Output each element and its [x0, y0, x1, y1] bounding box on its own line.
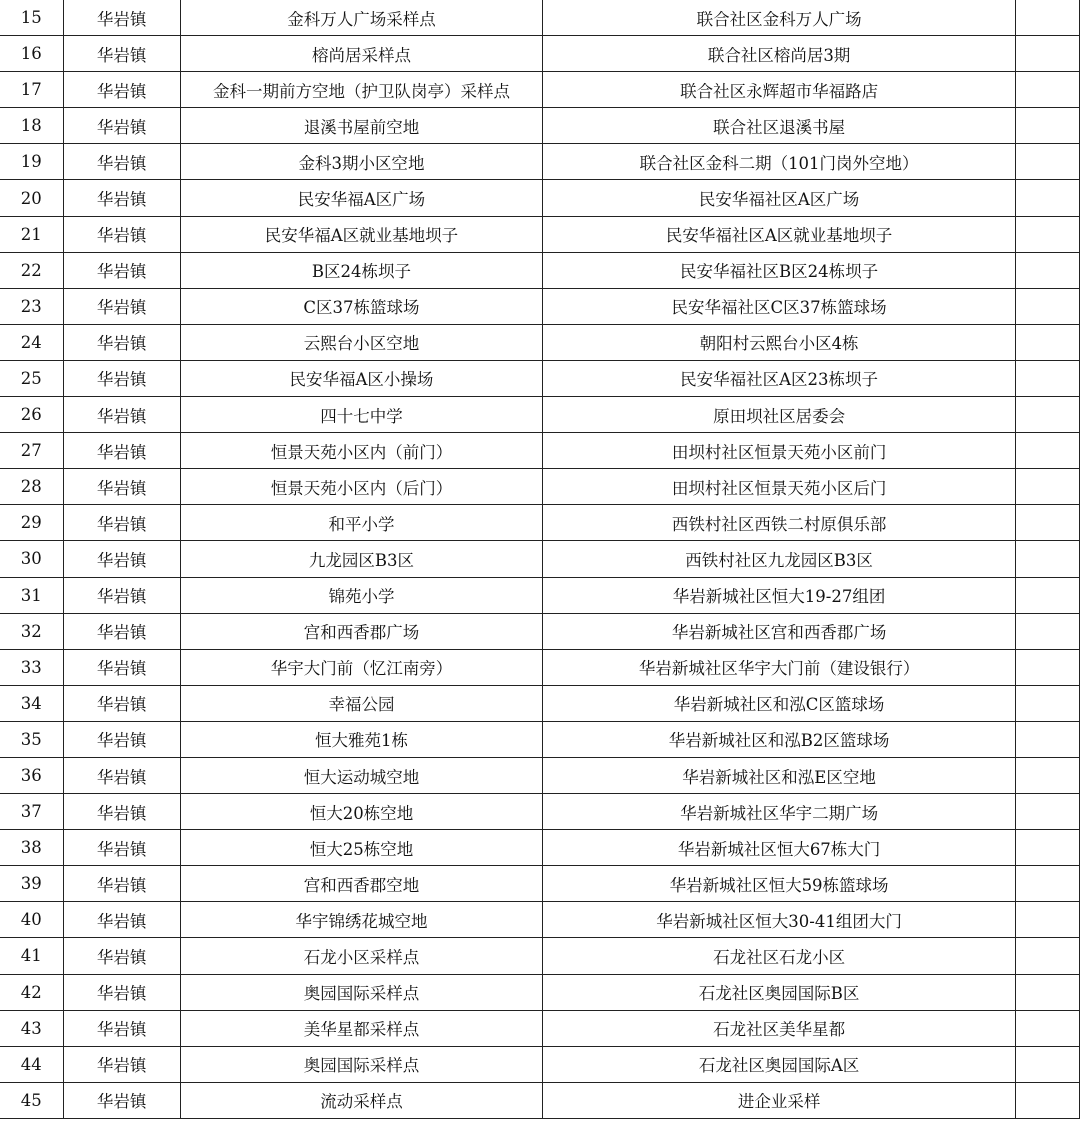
- sampling-site-cell: C区37栋篮球场: [180, 288, 543, 324]
- row-number-cell: 23: [0, 288, 63, 324]
- town-cell: 华岩镇: [63, 577, 180, 613]
- location-cell: 朝阳村云熙台小区4栋: [543, 324, 1016, 360]
- table-row: [0, 0, 1080, 36]
- town-cell: 华岩镇: [63, 794, 180, 830]
- table-row: [0, 216, 1080, 252]
- location-cell: 民安华福社区A区广场: [543, 180, 1016, 216]
- row-number-cell: 30: [0, 541, 63, 577]
- row-number-cell: 45: [0, 1082, 63, 1118]
- location-cell: 石龙社区石龙小区: [543, 938, 1016, 974]
- town-cell: 华岩镇: [63, 144, 180, 180]
- remark-cell: [1015, 252, 1079, 288]
- remark-cell: [1015, 433, 1079, 469]
- town-cell: 华岩镇: [63, 757, 180, 793]
- remark-cell: [1015, 1082, 1079, 1118]
- location-cell: 华岩新城社区恒大30-41组团大门: [543, 902, 1016, 938]
- sampling-site-cell: 恒大雅苑1栋: [180, 721, 543, 757]
- town-cell: 华岩镇: [63, 1082, 180, 1118]
- town-cell: 华岩镇: [63, 866, 180, 902]
- location-cell: 西铁村社区西铁二村原俱乐部: [543, 505, 1016, 541]
- table-row: [0, 866, 1080, 902]
- location-cell: 华岩新城社区宫和西香郡广场: [543, 613, 1016, 649]
- town-cell: 华岩镇: [63, 541, 180, 577]
- sampling-site-cell: 流动采样点: [180, 1082, 543, 1118]
- row-number-cell: 19: [0, 144, 63, 180]
- remark-cell: [1015, 974, 1079, 1010]
- remark-cell: [1015, 0, 1079, 36]
- remark-cell: [1015, 360, 1079, 396]
- table-row: [0, 541, 1080, 577]
- sampling-site-cell: 恒景天苑小区内（前门）: [180, 433, 543, 469]
- row-number-cell: 24: [0, 324, 63, 360]
- sampling-site-cell: 石龙小区采样点: [180, 938, 543, 974]
- table-row: [0, 902, 1080, 938]
- location-cell: 华岩新城社区和泓C区篮球场: [543, 685, 1016, 721]
- location-cell: 进企业采样: [543, 1082, 1016, 1118]
- town-cell: 华岩镇: [63, 0, 180, 36]
- table-row: [0, 252, 1080, 288]
- table-row: [0, 1046, 1080, 1082]
- table-row: [0, 180, 1080, 216]
- location-cell: 联合社区金科二期（101门岗外空地）: [543, 144, 1016, 180]
- row-number-cell: 40: [0, 902, 63, 938]
- location-cell: 原田坝社区居委会: [543, 397, 1016, 433]
- location-cell: 民安华福社区B区24栋坝子: [543, 252, 1016, 288]
- location-cell: 联合社区退溪书屋: [543, 108, 1016, 144]
- row-number-cell: 17: [0, 72, 63, 108]
- table-row: [0, 721, 1080, 757]
- row-number-cell: 15: [0, 0, 63, 36]
- location-cell: 华岩新城社区恒大67栋大门: [543, 830, 1016, 866]
- table-row: [0, 974, 1080, 1010]
- location-cell: 华岩新城社区恒大19-27组团: [543, 577, 1016, 613]
- location-cell: 石龙社区奥园国际A区: [543, 1046, 1016, 1082]
- row-number-cell: 31: [0, 577, 63, 613]
- location-cell: 华岩新城社区和泓B2区篮球场: [543, 721, 1016, 757]
- sampling-site-cell: 美华星都采样点: [180, 1010, 543, 1046]
- table-row: [0, 505, 1080, 541]
- town-cell: 华岩镇: [63, 324, 180, 360]
- town-cell: 华岩镇: [63, 252, 180, 288]
- remark-cell: [1015, 144, 1079, 180]
- location-cell: 华岩新城社区恒大59栋篮球场: [543, 866, 1016, 902]
- row-number-cell: 44: [0, 1046, 63, 1082]
- sampling-site-cell: 民安华福A区广场: [180, 180, 543, 216]
- row-number-cell: 28: [0, 469, 63, 505]
- location-cell: 民安华福社区A区23栋坝子: [543, 360, 1016, 396]
- row-number-cell: 35: [0, 721, 63, 757]
- row-number-cell: 32: [0, 613, 63, 649]
- remark-cell: [1015, 397, 1079, 433]
- table-row: [0, 1082, 1080, 1118]
- sampling-site-cell: 金科一期前方空地（护卫队岗亭）采样点: [180, 72, 543, 108]
- location-cell: 联合社区永辉超市华福路店: [543, 72, 1016, 108]
- sampling-site-cell: 奥园国际采样点: [180, 974, 543, 1010]
- sampling-site-cell: 华宇锦绣花城空地: [180, 902, 543, 938]
- row-number-cell: 33: [0, 649, 63, 685]
- remark-cell: [1015, 721, 1079, 757]
- remark-cell: [1015, 649, 1079, 685]
- row-number-cell: 39: [0, 866, 63, 902]
- sampling-site-cell: 宫和西香郡广场: [180, 613, 543, 649]
- town-cell: 华岩镇: [63, 938, 180, 974]
- table-row: [0, 72, 1080, 108]
- remark-cell: [1015, 72, 1079, 108]
- remark-cell: [1015, 469, 1079, 505]
- location-cell: 华岩新城社区和泓E区空地: [543, 757, 1016, 793]
- sampling-site-cell: 云熙台小区空地: [180, 324, 543, 360]
- remark-cell: [1015, 541, 1079, 577]
- sampling-site-cell: 奥园国际采样点: [180, 1046, 543, 1082]
- row-number-cell: 43: [0, 1010, 63, 1046]
- town-cell: 华岩镇: [63, 216, 180, 252]
- sampling-site-cell: 恒大25栋空地: [180, 830, 543, 866]
- location-cell: 西铁村社区九龙园区B3区: [543, 541, 1016, 577]
- table-row: [0, 397, 1080, 433]
- town-cell: 华岩镇: [63, 721, 180, 757]
- row-number-cell: 22: [0, 252, 63, 288]
- town-cell: 华岩镇: [63, 108, 180, 144]
- table-row: [0, 433, 1080, 469]
- sampling-site-cell: 恒景天苑小区内（后门）: [180, 469, 543, 505]
- row-number-cell: 34: [0, 685, 63, 721]
- row-number-cell: 16: [0, 36, 63, 72]
- town-cell: 华岩镇: [63, 36, 180, 72]
- sampling-site-cell: 华宇大门前（忆江南旁）: [180, 649, 543, 685]
- table-row: [0, 324, 1080, 360]
- town-cell: 华岩镇: [63, 1046, 180, 1082]
- sampling-site-cell: 民安华福A区就业基地坝子: [180, 216, 543, 252]
- table-row: [0, 794, 1080, 830]
- town-cell: 华岩镇: [63, 830, 180, 866]
- remark-cell: [1015, 866, 1079, 902]
- row-number-cell: 21: [0, 216, 63, 252]
- table-row: [0, 1010, 1080, 1046]
- row-number-cell: 42: [0, 974, 63, 1010]
- row-number-cell: 41: [0, 938, 63, 974]
- location-cell: 田坝村社区恒景天苑小区前门: [543, 433, 1016, 469]
- town-cell: 华岩镇: [63, 72, 180, 108]
- town-cell: 华岩镇: [63, 1010, 180, 1046]
- row-number-cell: 26: [0, 397, 63, 433]
- row-number-cell: 36: [0, 757, 63, 793]
- row-number-cell: 29: [0, 505, 63, 541]
- row-number-cell: 18: [0, 108, 63, 144]
- remark-cell: [1015, 757, 1079, 793]
- sampling-site-cell: B区24栋坝子: [180, 252, 543, 288]
- table-row: [0, 144, 1080, 180]
- table-row: [0, 108, 1080, 144]
- town-cell: 华岩镇: [63, 685, 180, 721]
- table-row: [0, 613, 1080, 649]
- location-cell: 华岩新城社区华宇二期广场: [543, 794, 1016, 830]
- sampling-site-cell: 恒大20栋空地: [180, 794, 543, 830]
- remark-cell: [1015, 216, 1079, 252]
- location-cell: 华岩新城社区华宇大门前（建设银行）: [543, 649, 1016, 685]
- sampling-site-cell: 退溪书屋前空地: [180, 108, 543, 144]
- remark-cell: [1015, 505, 1079, 541]
- remark-cell: [1015, 613, 1079, 649]
- table-row: [0, 938, 1080, 974]
- sampling-site-cell: 锦苑小学: [180, 577, 543, 613]
- row-number-cell: 27: [0, 433, 63, 469]
- remark-cell: [1015, 180, 1079, 216]
- town-cell: 华岩镇: [63, 360, 180, 396]
- location-cell: 联合社区金科万人广场: [543, 0, 1016, 36]
- town-cell: 华岩镇: [63, 433, 180, 469]
- town-cell: 华岩镇: [63, 505, 180, 541]
- sampling-site-cell: 幸福公园: [180, 685, 543, 721]
- table-row: [0, 757, 1080, 793]
- table-row: [0, 830, 1080, 866]
- row-number-cell: 37: [0, 794, 63, 830]
- town-cell: 华岩镇: [63, 613, 180, 649]
- table-row: [0, 649, 1080, 685]
- remark-cell: [1015, 324, 1079, 360]
- town-cell: 华岩镇: [63, 180, 180, 216]
- row-number-cell: 20: [0, 180, 63, 216]
- town-cell: 华岩镇: [63, 469, 180, 505]
- remark-cell: [1015, 830, 1079, 866]
- remark-cell: [1015, 288, 1079, 324]
- remark-cell: [1015, 902, 1079, 938]
- sampling-site-cell: 民安华福A区小操场: [180, 360, 543, 396]
- remark-cell: [1015, 36, 1079, 72]
- table-row: [0, 36, 1080, 72]
- table-row: [0, 360, 1080, 396]
- location-cell: 石龙社区奥园国际B区: [543, 974, 1016, 1010]
- remark-cell: [1015, 1046, 1079, 1082]
- remark-cell: [1015, 938, 1079, 974]
- sampling-site-cell: 恒大运动城空地: [180, 757, 543, 793]
- town-cell: 华岩镇: [63, 902, 180, 938]
- location-cell: 石龙社区美华星都: [543, 1010, 1016, 1046]
- sampling-site-cell: 四十七中学: [180, 397, 543, 433]
- town-cell: 华岩镇: [63, 974, 180, 1010]
- remark-cell: [1015, 577, 1079, 613]
- sampling-site-cell: 榕尚居采样点: [180, 36, 543, 72]
- table-row: [0, 469, 1080, 505]
- town-cell: 华岩镇: [63, 397, 180, 433]
- location-cell: 民安华福社区A区就业基地坝子: [543, 216, 1016, 252]
- remark-cell: [1015, 794, 1079, 830]
- table-row: [0, 288, 1080, 324]
- remark-cell: [1015, 685, 1079, 721]
- location-cell: 田坝村社区恒景天苑小区后门: [543, 469, 1016, 505]
- row-number-cell: 25: [0, 360, 63, 396]
- table-row: [0, 685, 1080, 721]
- sampling-site-cell: 金科3期小区空地: [180, 144, 543, 180]
- sampling-site-cell: 和平小学: [180, 505, 543, 541]
- location-cell: 民安华福社区C区37栋篮球场: [543, 288, 1016, 324]
- row-number-cell: 38: [0, 830, 63, 866]
- remark-cell: [1015, 1010, 1079, 1046]
- location-cell: 联合社区榕尚居3期: [543, 36, 1016, 72]
- sampling-site-cell: 宫和西香郡空地: [180, 866, 543, 902]
- table-row: [0, 577, 1080, 613]
- sampling-site-cell: 金科万人广场采样点: [180, 0, 543, 36]
- remark-cell: [1015, 108, 1079, 144]
- town-cell: 华岩镇: [63, 649, 180, 685]
- town-cell: 华岩镇: [63, 288, 180, 324]
- sampling-site-cell: 九龙园区B3区: [180, 541, 543, 577]
